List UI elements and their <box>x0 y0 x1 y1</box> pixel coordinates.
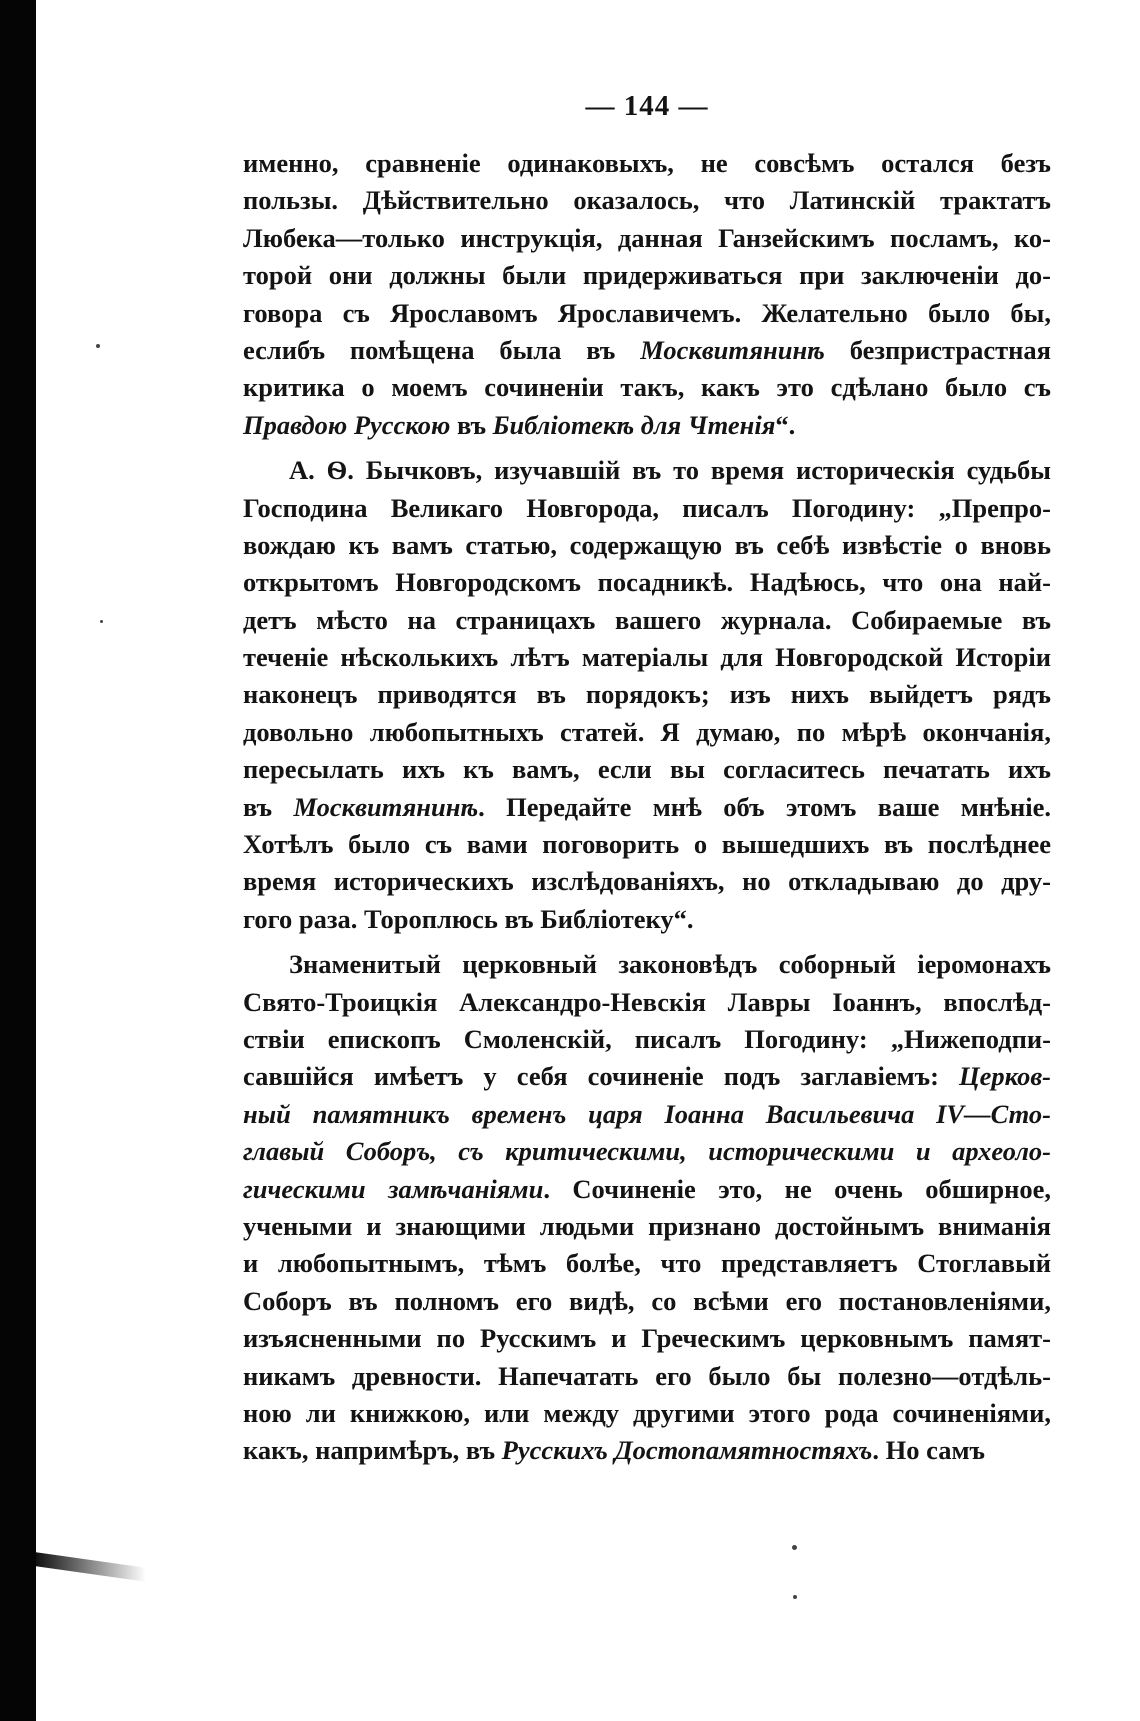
text-run: говора съ Ярославомъ Ярославичемъ. Желательно было бы, <box>243 297 1051 328</box>
text-line <box>243 901 1051 938</box>
text-line <box>243 332 1051 369</box>
text-run: еслибъ помѣщена была въ <box>243 334 641 365</box>
text-line <box>243 863 1051 900</box>
paragraph-gap <box>243 444 1051 452</box>
text-run: Свято-Троицкія Александро-Невскія Лавры Іоаннъ, впослѣд- <box>243 986 1051 1017</box>
scan-speck <box>100 620 103 623</box>
text-run: никамъ древности. Напечатать его было бы полезно—отдѣль- <box>243 1360 1051 1391</box>
text-run: теченіе нѣсколькихъ лѣтъ матеріалы для Новгородской Исторіи <box>243 642 1051 673</box>
text-run: въ <box>450 409 493 440</box>
italic-title: гическими замѣчаніями <box>243 1173 544 1204</box>
text-run: учеными и знающими людьми признано достойнымъ вниманія <box>243 1210 1051 1241</box>
text-run: “. <box>775 409 796 440</box>
text-line <box>243 1208 1051 1245</box>
text-line <box>243 1171 1051 1208</box>
text-line <box>243 1358 1051 1395</box>
text-line <box>243 789 1051 826</box>
italic-title: Русскихъ Достопамятностяхъ <box>501 1435 873 1466</box>
book-binding-edge <box>0 0 36 1721</box>
text-line <box>243 295 1051 332</box>
text-run: пользы. Дѣйствительно оказалось, что Латинскій трактатъ <box>243 185 1051 216</box>
text-run: ствіи епископъ Смоленскій, писалъ Погодину: „Нижеподпи- <box>243 1023 1051 1054</box>
text-run: А. Ѳ. Бычковъ, изучавшій въ то время историческія судьбы <box>289 455 1051 486</box>
scan-speck <box>96 344 100 348</box>
text-line <box>243 1245 1051 1282</box>
paragraph-gap <box>243 938 1051 946</box>
text-run: ною ли книжкою, или между другими этого рода сочиненіями, <box>243 1397 1051 1428</box>
text-run: наконецъ приводятся въ порядокъ; изъ нихъ выйдетъ рядъ <box>243 679 1051 710</box>
italic-title: Москвитянинѣ <box>640 334 825 365</box>
text-run: открытомъ Новгородскомъ посадникѣ. Надѣюсь, что она най- <box>243 567 1051 598</box>
text-line <box>243 1021 1051 1058</box>
italic-title: ный памятникъ временъ царя Іоанна Васильевича IV—Сто- <box>243 1098 1051 1129</box>
text-line <box>243 452 1051 489</box>
text-run: изъясненными по Русскимъ и Греческимъ церковнымъ памят- <box>243 1323 1051 1354</box>
text-line <box>243 220 1051 257</box>
text-line <box>243 714 1051 751</box>
text-line <box>243 564 1051 601</box>
text-line <box>243 490 1051 527</box>
text-run: Господина Великаго Новгорода, писалъ Погодину: „Препро- <box>243 492 1051 523</box>
text-line <box>243 1395 1051 1432</box>
text-line <box>243 527 1051 564</box>
italic-title: Церков- <box>959 1061 1051 1092</box>
text-run: вождаю къ вамъ статью, содержащую въ себѣ извѣстіе о вновь <box>243 529 1051 560</box>
italic-title: Библіотекѣ для Чтенія <box>492 409 776 440</box>
text-line <box>243 369 1051 406</box>
text-run: безпристрастная <box>824 334 1051 365</box>
text-run: Знаменитый церковный законовѣдъ соборный іеромонахъ <box>289 949 1051 980</box>
text-line <box>243 826 1051 863</box>
text-run: детъ мѣсто на страницахъ вашего журнала. Собираемые въ <box>243 604 1051 635</box>
book-page <box>243 90 1051 1470</box>
text-run: какъ, напримѣръ, въ <box>243 1435 502 1466</box>
text-run: въ <box>243 791 294 822</box>
text-run: довольно любопытныхъ статей. Я думаю, по мѣрѣ окончанія, <box>243 716 1051 747</box>
text-line <box>243 751 1051 788</box>
text-line <box>243 1096 1051 1133</box>
text-run: именно, сравненіе одинаковыхъ, не совсѣмъ остался безъ <box>243 148 1051 178</box>
scan-speck <box>792 1545 797 1550</box>
text-line <box>243 984 1051 1021</box>
body-text <box>243 145 1051 1470</box>
paragraph <box>243 452 1051 938</box>
text-line <box>243 1283 1051 1320</box>
text-run: . Но самъ <box>872 1435 985 1466</box>
text-run: . Сочиненіе это, не очень обширное, <box>543 1173 1051 1204</box>
text-run: Соборъ въ полномъ его видѣ, со всѣми его постановленіями, <box>243 1285 1051 1316</box>
page-number: — 144 — <box>585 90 709 122</box>
text-line <box>243 676 1051 713</box>
text-line <box>243 407 1051 444</box>
text-run: пересылать ихъ къ вамъ, если вы согласитесь печатать ихъ <box>243 754 1051 785</box>
text-line <box>243 602 1051 639</box>
text-run: савшійся имѣетъ у себя сочиненіе подъ заглавіемъ: <box>243 1061 960 1092</box>
text-line <box>243 946 1051 983</box>
text-line <box>243 145 1051 182</box>
text-run: критика о моемъ сочиненіи такъ, какъ это сдѣлано было съ <box>243 372 1051 403</box>
text-line <box>243 257 1051 294</box>
paragraph <box>243 145 1051 444</box>
text-line <box>243 1432 1051 1469</box>
text-line <box>243 639 1051 676</box>
text-line <box>243 1133 1051 1170</box>
text-run: и любопытнымъ, тѣмъ болѣе, что представляетъ Стоглавый <box>243 1248 1051 1279</box>
text-run: гого раза. Тороплюсь въ Библіотеку“. <box>243 903 694 934</box>
text-line <box>243 1058 1051 1095</box>
italic-title: Правдою Русскою <box>243 409 451 440</box>
scan-speck <box>793 1595 797 1599</box>
paragraph <box>243 946 1051 1469</box>
text-line <box>243 1320 1051 1357</box>
text-run: время историческихъ изслѣдованіяхъ, но откладываю до дру- <box>243 866 1051 897</box>
text-run: торой они должны были придерживаться при заключеніи до- <box>243 260 1051 291</box>
text-run: Любека—только инструкція, данная Ганзейскимъ посламъ, ко- <box>243 222 1051 253</box>
italic-title: главый Соборъ, съ критическими, историческими и археоло- <box>243 1136 1051 1167</box>
text-run: Хотѣлъ было съ вами поговорить о вышедшихъ въ послѣднее <box>243 829 1051 860</box>
italic-title: Москвитянинѣ <box>293 791 479 822</box>
text-run: . Передайте мнѣ объ этомъ ваше мнѣніе. <box>478 791 1051 822</box>
text-line <box>243 182 1051 219</box>
